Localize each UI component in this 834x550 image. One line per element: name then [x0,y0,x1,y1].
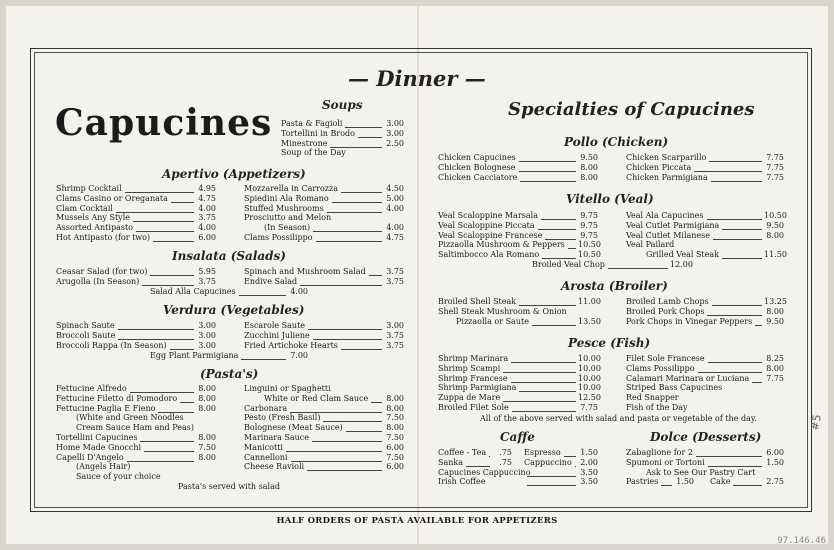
price-leader [346,424,382,432]
menu-item-name: Filet Sole Francese [626,354,705,363]
menu-item-price: 4.00 [386,223,404,233]
menu-item-price: 7.50 [386,433,404,442]
menu-item-name: Calamari Marinara or Luciana [626,373,750,383]
menu-item-name: Broiled Veal Chop [532,260,605,269]
menu-item-price: 3.00 [198,330,216,340]
menu-item-name: Spinach and Mushroom Salad [244,267,366,276]
menu-item-price: 1.50 [580,448,598,457]
menu-item-name: Broiled Filet Sole [438,403,509,412]
pencil-mark: #5 [808,413,824,432]
price-leader [519,298,576,306]
menu-item-price: 3.75 [386,276,404,286]
menu-item-name: Fettucine Filetto di Pomodoro [56,393,178,403]
menu-item-price: 4.75 [386,233,404,242]
menu-item-name: Broiled Lamb Chops [626,297,709,306]
price-leader [118,332,194,340]
menu-item-price: 8.00 [198,403,216,413]
soups-heading: Soups [322,98,363,112]
menu-item-price: 8.00 [198,384,216,393]
menu-item-name: Marinara Sauce [244,433,310,442]
menu-item-price: 9.50 [766,220,784,230]
price-leader [341,342,382,350]
menu-item-price: 12.00 [670,260,693,269]
menu-item-name: Tortellini Capucines [56,433,138,442]
menu-item-name: Chicken Cacciatore [438,172,518,182]
price-leader [661,478,672,486]
price-leader [708,355,762,363]
price-leader [541,212,576,220]
menu-item-price: 1.50 [676,477,694,487]
caffe-heading: Caffe [500,430,535,444]
price-leader [290,405,382,413]
menu-item-price: 8.00 [580,162,598,172]
menu-item-name: Veal Cutlet Parmigiana [626,220,720,230]
menu-item-name: Prosciutto and Melon [244,213,332,223]
menu-item-name: Zuppa de Mare [438,393,501,403]
menu-item-price: 7.75 [766,153,784,162]
price-leader [709,154,762,162]
menu-item-name: Cheese Ravioli [244,462,305,472]
menu-item-price: 9.75 [580,220,598,230]
menu-item-price: 3.50 [580,477,598,487]
menu-item-name: (White and Green Noodles [76,413,184,423]
menu-item-price: 3.75 [386,340,404,350]
insalata-heading: Insalata (Salads) [172,249,286,263]
menu-item-price: 7.50 [386,452,404,462]
menu-item-name: Escarole Saute [244,321,306,330]
price-leader [241,352,286,360]
price-leader [519,164,576,172]
menu-item-name: Clams Possilippo [244,233,313,242]
menu-item-price: 11.00 [578,297,601,306]
menu-item-price: 8.00 [766,363,784,373]
menu-item-price: 7.75 [766,172,784,182]
price-leader [564,449,576,457]
menu-item-name: Veal Scaloppine Piccata [438,220,535,230]
menu-item-price: 2.00 [580,457,598,467]
price-leader [369,268,382,276]
menu-item-price: 8.00 [386,423,404,433]
menu-item-name: Cake [710,477,731,487]
menu-item-price: 8.00 [386,403,404,413]
price-leader [330,140,382,148]
menu-item-name: Manicotti [244,442,283,452]
price-leader [545,232,576,240]
menu-item-price: 7.75 [766,373,784,383]
menu-item-price: 4.00 [198,223,216,233]
menu-item-name: Pizzaolla Mushroom & Peppers [438,240,565,250]
menu-item-price: 3.00 [198,321,216,330]
menu-item-price: 9.75 [580,230,598,240]
specialties-title: Specialties of Capucines [508,99,755,120]
menu-item-name: Capucines Cappuccino [438,467,531,477]
menu-item-name: Minestrone [281,138,328,148]
menu-item-name: Carbonara [244,403,288,413]
price-leader [511,375,576,383]
menu-item-name: Clam Cocktail [56,203,113,213]
menu-item-price: 5.95 [198,267,216,276]
menu-item-name: White or Red Clam Sauce [264,393,369,403]
price-leader [125,185,194,193]
price-leader [358,130,382,138]
price-leader [538,222,576,230]
menu-item-name: Shell Steak Mushroom & Onion [438,306,567,316]
price-leader [527,469,576,477]
footer-note: HALF ORDERS OF PASTA AVAILABLE FOR APPETIZERS [276,516,558,526]
menu-item-name: Ask to See Our Pastry Cart [646,467,756,477]
price-leader [575,459,576,467]
menu-item-price: 8.00 [386,393,404,403]
price-leader [466,459,490,467]
price-leader [171,195,194,203]
price-leader [327,205,382,213]
price-leader [130,385,194,393]
menu-item-name: Salad Alla Capucines [150,287,236,296]
menu-item-name: Home Made Gnocchi [56,442,142,452]
menu-item-name: Sanka [438,457,464,467]
menu-item-price: 8.00 [198,452,216,462]
price-leader [308,322,382,330]
menu-item-price: 7.50 [198,442,216,452]
menu-item-price: 3.75 [386,330,404,340]
menu-item-price: 3.75 [198,276,216,286]
aperitivo-heading: Apertivo (Appetizers) [162,167,306,181]
menu-item-price: 13.50 [578,316,601,326]
menu-item-price: 8.00 [766,306,784,316]
menu-item-price: 4.95 [198,184,216,193]
menu-item-price: 8.00 [766,230,784,240]
menu-item-name: Stuffed Mushrooms [244,203,324,213]
menu-item-price: 7.75 [580,403,598,412]
menu-item-price: 3.00 [386,321,404,330]
price-leader [512,404,576,412]
menu-item-name: Egg Plant Parmigiana [150,351,239,360]
menu-item-price: 5.00 [386,193,404,203]
price-leader [332,195,382,203]
menu-item-name: Coffee - Tea [438,448,487,457]
price-leader [503,394,576,402]
menu-item-price: 6.00 [198,233,216,242]
menu-item-price: 9.50 [766,316,784,326]
menu-item-name: Linguini or Spaghetti [244,384,331,393]
menu-item-price: 8.00 [580,172,598,182]
menu-item-price: 3.75 [386,267,404,276]
menu-item-price: 10.00 [578,373,601,383]
archive-stamp: 97.146.46 [777,536,826,546]
price-leader [519,154,576,162]
price-leader [313,224,382,232]
menu-item-price: 4.00 [290,287,308,296]
menu-item-name: Pasta & Fagioli [281,119,343,128]
menu-item-name: Tortellini in Brodo [281,128,355,138]
price-leader [722,222,762,230]
menu-item-price: 10.50 [578,250,601,260]
menu-item-name: Sauce of your choice [76,472,161,482]
menu-item-price: 4.50 [386,184,404,193]
menu-item-price: 7.00 [290,351,308,360]
menu-item-name: (In Season) [264,223,311,233]
price-leader [150,268,194,276]
menu-item-name: Pastries [626,477,659,487]
menu-item-name: Fried Artichoke Hearts [244,340,338,350]
menu-item-name: Espresso [524,448,561,457]
menu-item-name: Spinach Saute [56,321,115,330]
menu-item-price: 4.00 [198,203,216,213]
menu-item-name: Spiedini Ala Romano [244,193,329,203]
dinner-title: — Dinner — [348,66,486,91]
menu-item-price: 8.25 [766,354,784,363]
price-leader [144,444,194,452]
menu-item-name: Assorted Antipasto [56,223,133,233]
menu-item-price: 2.50 [386,138,404,148]
price-leader [511,355,576,363]
price-leader [708,459,762,467]
price-leader [323,414,382,422]
menu-item-name: Broccoli Saute [56,330,116,340]
menu-item-price: 4.75 [198,193,216,203]
price-leader [752,375,762,383]
menu-item-name: Irish Coffee [438,477,486,487]
menu-item-name: Zabaglione for 2 [626,448,693,457]
menu-item-name: Pork Chops in Vinegar Peppers [626,316,753,326]
menu-item-price: 9.50 [580,153,598,162]
menu-item-price: 10.00 [578,363,601,373]
menu-item-price: 13.25 [764,297,787,306]
price-leader [170,342,194,350]
menu-item-name: Endive Salad [244,276,298,286]
menu-item-name: Broccoli Rappa (In Season) [56,340,167,350]
verdura-heading: Verdura (Vegetables) [163,303,305,317]
menu-item-price: 1.50 [766,457,784,467]
price-leader [503,365,576,373]
price-leader [153,234,194,242]
price-leader [520,174,576,182]
price-leader [532,318,576,326]
price-leader [712,298,762,306]
menu-item-name: Saltimbocco Ala Romano [438,250,540,260]
menu-item-price: 8.00 [198,433,216,442]
price-leader [291,454,382,462]
menu-item-price: 8.00 [198,393,216,403]
menu-item-name: Striped Bass Capucines [626,383,723,393]
price-leader [158,405,194,413]
menu-item-name: Veal Pailard [626,240,675,250]
menu-item-price: 10.00 [578,383,601,393]
price-leader [307,463,382,471]
price-leader [136,224,194,232]
menu-item-price: 9.75 [580,211,598,220]
price-leader [707,308,762,316]
menu-item-price: 11.50 [764,250,787,260]
menu-item-name: Soup of the Day [281,148,346,158]
menu-item-name: Chicken Capucines [438,153,516,162]
menu-item-name: Fettucine Paglia E Fieno [56,403,156,413]
menu-item-name: Bolognese (Meat Sauce) [244,423,343,433]
price-leader [140,434,194,442]
menu-item-name: Mozzarella in Carrozza [244,184,339,193]
price-leader [312,434,382,442]
menu-item-name: Chicken Scarparillo [626,153,707,162]
menu-item-name: Ceasar Salad (for two) [56,267,148,276]
price-leader [755,318,762,326]
vitello-heading: Vitello (Veal) [566,192,654,206]
price-leader [489,449,490,457]
menu-item-name: Veal Cutlet Milanese [626,230,710,240]
price-leader [527,478,576,486]
price-leader [345,120,382,128]
pasta-note: Pasta's served with salad [178,482,280,491]
menu-item-name: Clams Casino or Oreganata [56,193,168,203]
brand-title: Capucines [55,102,273,144]
menu-item-name: Red Snapper [626,393,679,403]
dolce-heading: Dolce (Desserts) [650,430,762,444]
price-leader [696,449,762,457]
menu-item-name: Fettucine Alfredo [56,384,127,393]
menu-item-name: (Angels Hair) [76,462,131,472]
menu-item-price: 12.50 [578,393,601,403]
price-leader [316,234,382,242]
menu-item-name: Shrimp Parmigiana [438,383,517,393]
price-leader [711,174,762,182]
price-leader [733,478,762,486]
menu-item-name: Broiled Pork Chops [626,306,705,316]
menu-item-name: Spumoni or Tortoni [626,457,705,467]
menu-item-price: .75 [499,448,512,457]
pesce-note: All of the above served with salad and pasta or vegetable of the day. [480,414,757,423]
menu-item-price: 3.50 [580,467,598,477]
menu-item-name: Mussels Any Style [56,213,130,223]
menu-item-name: Clams Possilippo [626,363,695,373]
menu-item-price: 10.50 [578,240,601,250]
pesce-heading: Pesce (Fish) [568,336,651,350]
menu-item-name: Cannelloni [244,452,288,462]
menu-item-price: 2.75 [766,477,784,487]
price-leader [133,214,194,222]
menu-item-name: Shrimp Scampi [438,363,501,373]
menu-item-price: 3.00 [386,119,404,128]
menu-item-price: 3.75 [198,213,216,223]
menu-item-price: 6.00 [386,462,404,472]
menu-item-name: Cream Sauce Ham and Peas) [76,423,194,433]
menu-item-name: Veal Scaloppine Marsala [438,211,538,220]
price-leader [608,261,668,269]
menu-item-price: 10.50 [764,211,787,220]
menu-item-name: Chicken Piccata [626,162,692,172]
price-leader [568,241,576,249]
price-leader [519,384,576,392]
menu-item-price: 7.50 [386,413,404,423]
price-leader [142,278,194,286]
menu-item-price: 10.00 [578,354,601,363]
arosta-heading: Arosta (Broiler) [561,279,668,293]
menu-item-name: Capelli D'Angelo [56,452,124,462]
menu-item-price: 7.75 [766,162,784,172]
price-leader [694,164,762,172]
menu-item-name: Shrimp Marinara [438,354,509,363]
price-leader [707,212,763,220]
menu-item-name: Pesto (Fresh Basil) [244,413,321,423]
pasta-heading: (Pasta's) [200,367,259,381]
menu-item-name: Zucchini Juliene [244,330,310,340]
menu-item-name: Chicken Parmigiana [626,172,708,182]
menu-item-price: 4.00 [386,203,404,213]
menu-item-name: Shrimp Francese [438,373,508,383]
menu-item-name: Hot Antipasto (for two) [56,233,151,242]
menu-item-name: Arugolla (In Season) [56,276,140,286]
price-leader [180,395,194,403]
menu-item-name: Shrimp Cocktail [56,184,122,193]
menu-item-price: 6.00 [766,448,784,457]
menu-item-name: Veal Scaloppine Francese [438,230,543,240]
menu-item-name: Broiled Shell Steak [438,297,517,306]
price-leader [313,332,382,340]
price-leader [116,205,194,213]
menu-item-name: Cappuccino [524,457,572,467]
pollo-heading: Pollo (Chicken) [564,135,669,149]
menu-item-name: Chicken Bolognese [438,162,516,172]
price-leader [300,278,382,286]
menu-item-name: Veal Ala Capucines [626,211,704,220]
price-leader [722,251,762,259]
price-leader [371,395,382,403]
price-leader [698,365,762,373]
menu-item-name: Fish of the Day [626,403,688,412]
menu-item-name: Grilled Veal Steak [646,250,719,260]
menu-item-price: 6.00 [386,442,404,452]
price-leader [542,251,576,259]
price-leader [341,185,382,193]
price-leader [713,232,762,240]
price-leader [127,454,194,462]
price-leader [118,322,194,330]
menu-item-price: 3.00 [386,128,404,138]
menu-item-price: 3.00 [198,340,216,350]
price-leader [286,444,382,452]
menu-item-name: Pizzaolla or Saute [456,316,529,326]
price-leader [239,288,286,296]
menu-item-price: .75 [499,457,512,467]
